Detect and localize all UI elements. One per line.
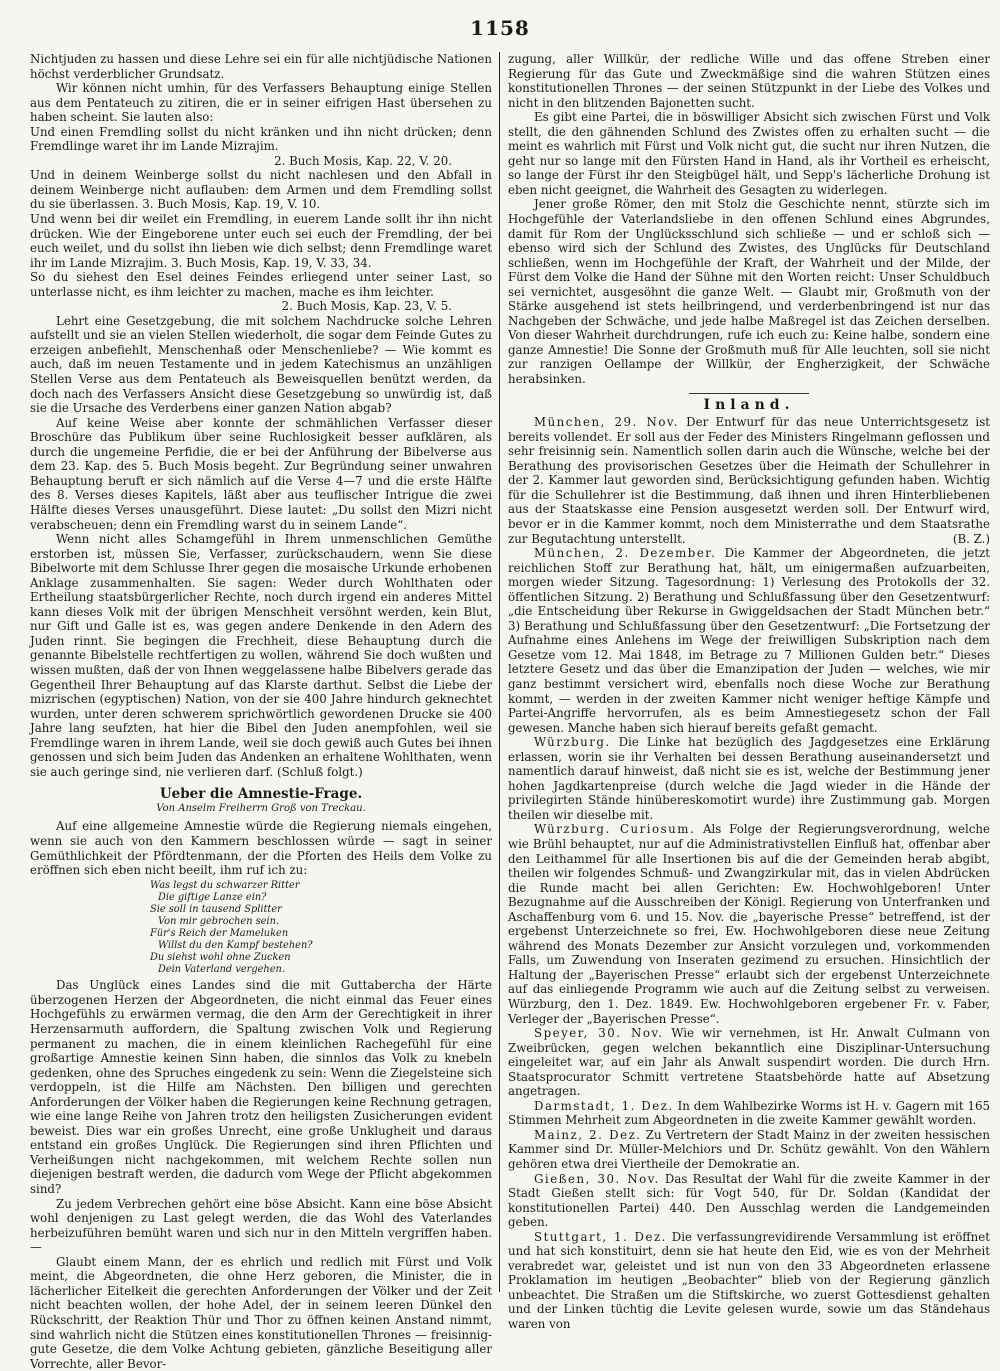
poem-line: Dein Vaterland vergehen. — [158, 964, 285, 976]
poem-line: Für's Reich der Mameluken — [150, 928, 289, 939]
news-item — [508, 735, 990, 822]
news-dateline: Gießen, 30. Nov. — [534, 1171, 660, 1186]
news-body: Zu Vertretern der Stadt Mainz in der zweiten hessischen Kammer sind Dr. Müller-Melchiors und Dr. Schütz gewählt. Von den Wählern gehören etwa drei Viertheile der Demokratie an. — [508, 1127, 990, 1172]
news-source: (B. Z.) — [952, 531, 990, 546]
news-body: In dem Wahlbezirke Worms ist H. v. Gagern mit 165 Stimmen Mehrheit zum Abgeordneten in die zweite Kammer gewählt worden. — [508, 1098, 990, 1128]
poem-line: Sie soll in tausend Splitter — [150, 903, 282, 915]
paragraph: Wir können nicht umhin, für des Verfassers Behauptung einige Stellen aus dem Pentateuch zu zitiren, die er in seiner eifrigen Hast übersehen zu haben scheint. Sie lauten also: — [30, 81, 492, 125]
paragraph: Und wenn bei dir weilet ein Fremdling, in euerem Lande sollt ihr ihn nicht drücken. Wie der Eingeborene unter euch sei euch der Fremdling, der bei euch weilet, und du sollst ihn lieben wie dich selbst; denn Fremdlinge waret ihr im Lande Mizrajim. 3. Buch Mosis, Kap. 19, V. 33, 34. — [30, 212, 492, 270]
left-paragraphs-continued — [30, 978, 492, 1371]
article-headline: Ueber die Amnestie-Frage. — [159, 786, 363, 803]
paragraph: Lehrt eine Gesetzgebung, die mit solchem Nachdrucke solche Lehren aufstellt und sie an vielen Stellen wiederholt, die sogar dem Feinde Gutes zu erzeigen anbefiehlt, Menschenhaß oder Menschenliebe? — Wie kommt es auch, daß im neuen Testamente und in jedem Katechismus an unzähligen Stellen Verse aus dem Pentateuch als Beweisquellen benützt werden, da doch nach des Verfassers Ansicht diese Gesetzgebung so unwürdig ist, daß sie die Ursache des Verderbens einer ganzen Nation abgab? — [30, 313, 492, 416]
article-intro: Auf eine allgemeine Amnestie würde die Regierung niemals eingehen, wenn sie auch von den Kammern beschlossen würde — sagt in seiner Gemüthlichkeit der Pfördtenmann, der die Pforten des Heils dem Volke zu eröffnen sich eben nicht beeilt, ihm ruf ich zu: — [30, 819, 492, 878]
news-body: Die verfassungrevidirende Versammlung ist eröffnet und hat sich konstituirt, denn sie hat heute den Eid, wie es von der Mehrheit verabredet war, geleistet und ist nun von den 33 Abgeordneten erlassene Proklamation im heutigen „Beobachter“ blieb von der Regierung gänzlich unbeachtet. Die Straßen um die Stiftskirche, wo zuerst Gottesdienst gehalten und der Linken tüchtig die Levite gelesen wurde, sowie um das Ständehaus waren von — [508, 1229, 990, 1332]
right-column — [508, 52, 990, 1332]
news-body: Die Kammer der Abgeordneten, die jetzt reichlichen Stoff zur Berathung hat, hält, um einigermaßen aufzuarbeiten, morgen wieder Sitzung. Tagesordnung: 1) Verlesung des Protokolls der 32. öffentlichen Sitzung. 2) Berathung und Schlußfassung über den Gesetzentwurf: „die Entscheidung über Rekurse in Gwiggeldsachen der Stadt München betr.“ 3) Berathung und Schlußfassung über den Gesetzentwurf: „Die Fortsetzung der Aufnahme eines Anlehens im Wege der freiwilligen Subskription nach dem Gesetze vom 12. Mai 1848, im Betrage zu 7 Millionen Gulden betr.“ Dieses letztere Gesetz und das über die Emanzipation der Juden — welches, wie mir ganz bestimmt versichert wird, ebenfalls noch diese Woche zur Berathung kommt, — werden in der zweiten Kammer nicht weniger heftige Kämpfe und Partei-Angriffe hervorrufen, als es beim Amnestiegesetz schon der Fall gewesen. Manche haben sich hierauf bereits gefaßt gemacht. — [508, 546, 990, 735]
page-number: 1158 — [470, 16, 530, 40]
news-dateline: Stuttgart, 1. Dez. — [534, 1229, 667, 1244]
news-dateline: München, 29. Nov. — [534, 415, 679, 430]
news-dateline: Würzburg. Curiosum. — [534, 822, 696, 837]
poem-line: Du siehst wohl ohne Zucken — [150, 952, 291, 964]
news-item — [508, 1128, 990, 1172]
bible-reference: 2. Buch Mosis, Kap. 23, V. 5. — [281, 299, 452, 314]
news-body: Als Folge der Regierungsverordnung, welche wie Brühl behauptet, nur auf die Administrativstellen Einfluß hat, offenbar aber den Leithammel für alle Insertionen bis auf die der Gemeinden herab abgibt, theilen wir folgendes Schmuß- und Zwangzirkular mit, das in vielen Abdrücken die Runde macht bei allen Gerichten: Ew. Hochwohlgeboren! Unter Bezugnahme auf die Ausschreiben der Königl. Regierung von Unterfranken und Aschaffenburg vom 6. und 15. Nov. die „bayerische Presse“ betreffend, ist der ergebenst Unterzeichnete so frei, Ew. Hochwohlgeboren diese neue Zeitung während des Monats Dezember zur Ansicht vorzulegen und, vorkommenden Falls, um Zuwendung von Inseraten gezimend zu ersuchen. Hinsichtlich der Haltung der „Bayerischen Presse“ erlaubt sich der ergebenst Unterzeichnete auf das einliegende Programm wie auch auf die Zeitung selbst zu verweisen. Würzburg, den 1. Dez. 1849. Ew. Hochwohlgeboren ergebener Fr. v. Faber, Verleger der „Bayerischen Presse“. — [508, 822, 990, 1026]
news-body: Wie wir vernehmen, ist Hr. Anwalt Culmann von Zweibrücken, gegen welchen bekanntlich eine Disziplinar-Untersuchung eingeleitet war, auf ein Jahr als Anwalt suspendirt worden. Die durch Hrn. Staatsprocurator Schmitt vertretene Staatsbehörde hatte auf Absetzung angetragen. — [508, 1026, 990, 1099]
left-paragraphs — [30, 52, 492, 779]
news-body: Die Linke hat bezüglich des Jagdgesetzes eine Erklärung erlassen, worin sie ihr Verhalten bei dessen Berathung auseinandersetzt und namentlich darauf hinweist, daß nicht sie es ist, welche der Bestimmung jener hohen Jagdkartenpreise (durch welche die Jagd wieder in die Hände der privilegirten Stände hinübereskomotirt wurde) ihre Zustimmung gab. Morgen theilen wir dieselbe mit. — [508, 735, 990, 822]
paragraph: Und in deinem Weinberge sollst du nicht nachlesen und den Abfall in deinem Weinberge nicht auflauben: dem Armen und dem Fremdling sollst du sie überlassen. 3. Buch Mosis, Kap. 19, V. 10. — [30, 168, 492, 212]
news-dateline: Darmstadt, 1. Dez. — [534, 1098, 674, 1113]
poem-line: Von mir gebrochen sein. — [158, 915, 280, 927]
news-item — [508, 1099, 990, 1128]
news-dateline: Speyer, 30. Nov. — [534, 1026, 664, 1041]
news-body: Das Resultat der Wahl für die zweite Kammer in der Stadt Gießen stellt sich: für Vogt 540, für Dr. Soldan (Kandidat der konstitutionellen Partei) 440. Den Ausschlag werden die Landgemeinden geben. — [508, 1171, 990, 1230]
right-paragraphs — [508, 52, 990, 387]
section-heading: Inland. — [703, 396, 795, 413]
paragraph: Auf keine Weise aber konnte der schmählichen Verfasser dieser Broschüre das Publikum über seine Ruchlosigkeit besser aufklären, als durch die ungemeine Perfidie, die er bei der Anführung der Bibelverse aus dem 23. Kap. des 5. Buch Mosis begeht. Zur Begründung seiner unwahren Behauptung beruft er sich nämlich auf die Verse 4—7 und die erste Hälfte des 8. Verses dieses Kapitels, läßt aber aus teuflischer Intrigue die zwei Hälfte dieses Verses unausgeführt. Diese lautet: „Du sollst den Mizri nicht verabscheuen; denn ein Fremdling warst du in seinem Lande“. — [30, 415, 492, 532]
paragraph: Es gibt eine Partei, die in böswilliger Absicht sich zwischen Fürst und Volk stellt, die den gähnenden Schlund des Zwistes offen zu erhalten sucht — die meint es wahrlich mit Fürst und Volk nicht gut, die sucht nur ihren Nutzen, die geht nur so lange mit den Fürsten Hand in Hand, als ihr Vortheil es erheischt, so lange der Fürst ihr den Steigbügel hält, und Sepp's lächerliche Drohung ist eben nicht geeignet, die Wahrheit des Gesagten zu widerlegen. — [508, 110, 990, 197]
news-dateline: Mainz, 2. Dez. — [534, 1127, 642, 1142]
news-item — [508, 1172, 990, 1230]
news-items — [508, 415, 990, 1331]
article-byline: Von Anselm Freiherrn Groß von Treckau. — [156, 802, 366, 814]
paragraph: So du siehest den Esel deines Feindes erliegend unter seiner Last, so unterlasse nicht, es ihm leichter zu machen, mache es ihm leichter. — [30, 270, 492, 299]
news-item — [508, 546, 990, 735]
poem-line: Willst du den Kampf bestehen? — [158, 940, 313, 952]
bible-reference: 2. Buch Mosis, Kap. 22, V. 20. — [274, 153, 452, 168]
poem-line: Die giftige Lanze ein? — [158, 891, 267, 903]
poem-line: Was legst du schwarzer Ritter — [150, 879, 300, 891]
paragraph: Jener große Römer, den mit Stolz die Geschichte nennt, stürzte sich im Hochgefühle der Vaterlandsliebe in den offenen Schlund eines Abgrundes, damit für Rom der Unglücksschlund sich schließe — und er schloß sich — ebenso wird sich der Schlund des Zwistes, des Unglücks für Deutschland schließen, wenn im Hochgefühle der Kraft, der Wahrheit und der Milde, der Fürst dem Volke die Hand der Sühne mit den Worten reicht: Unser Schuldbuch sei vernichtet, ausgesöhnt die ganze Welt. — Glaubt mir, Großmuth von der Stärke ausgehend ist stets heilbringend, und verderbenbringend ist nur das Nachgeben der Schwäche, und jede halbe Maßregel ist das Zeichen derselben. Von dieser Wahrheit durchdrungen, rufe ich euch zu: Keine halbe, sondern eine ganze Amnestie! Die Sonne der Großmuth muß für Alle leuchten, soll sie nicht zur ranzigen Oellampe der Willkür, der Engherzigkeit, der Schwäche herabsinken. — [508, 197, 990, 387]
news-item — [508, 415, 990, 546]
paragraph: Und einen Fremdling sollst du nicht kränken und ihn nicht drücken; denn Fremdlinge waret ihr im Lande Mizrajim. — [30, 124, 492, 154]
section-rule — [689, 393, 809, 394]
paragraph: Zu jedem Verbrechen gehört eine böse Absicht. Kann eine böse Absicht wohl denjenigen zu Last gelegt werden, die das Wohl des Vaterlandes herbeizuführen bemüht waren und sich nur in den Mitteln vergriffen haben. — — [30, 1196, 492, 1255]
paragraph: Das Unglück eines Landes sind die mit Guttabercha der Härte überzogenen Herzen der Abgeordneten, die nicht einmal das Feuer eines Hochgefühls zu erwärmen vermag, die den Arm der Gerechtigkeit in ihrer Herzensarmuth auffordern, die Spaltung zwischen Volk und Regierung permanent zu machen, die in einem kleinlichen Rachegefühl für eine großartige Amnestie keinen Sinn haben, die sinnlos das Volk zu knebeln gedenken, ohne des Spruches eingedenk zu sein: Wenn die Ziegelsteine sich verdoppeln, ist die Hilfe am Nächsten. Den billigen und gerechten Anforderungen der Völker haben die Regierungen keine Rechnung getragen, wie eine lange Reihe von Jahren trotz den heiligsten Zusicherungen evident beweist. Dies war ein großes Unrecht, eine große Unklugheit und daraus entstand ein großes Unglück. Die Regierungen sind ihren Pflichten und Verheißungen nicht nachgekommen, mit welchem Rechte sollen nun diejenigen bestraft werden, die dadurch vom Wege der Pflicht abgekommen sind? — [30, 978, 492, 1197]
news-item — [508, 1026, 990, 1099]
news-item — [508, 822, 990, 1026]
paragraph: Glaubt einem Mann, der es ehrlich und redlich mit Fürst und Volk meint, die Abgeordneten, die ohne Herz geboren, die Minister, die in lächerlicher Eitelkeit die gerechten Anforderungen der Völker und der Zeit nicht beachten wollen, der hohe Adel, der in seinem leeren Dünkel den Rückschritt, der Reaktion Thür und Thor zu öffnen keinen Anstand nimmt, sind wahrlich nicht die Stützen eines konstitutionellen Thrones — freisinnig-gute Gesetze, die dem Volke Achtung gebieten, gänzliche Beseitigung aller Vorrechte, aller Bevor- — [30, 1254, 492, 1371]
paragraph: zugung, aller Willkür, der redliche Wille und das offene Streben einer Regierung für das Gute und Zweckmäßige sind die wahren Stützen eines konstitutionellen Thrones — der seinen Stützpunkt in der Liebe des Volkes und nicht in den blitzenden Bajonetten sucht. — [508, 52, 990, 110]
paragraph: Wenn nicht alles Schamgefühl in Ihrem unmenschlichen Gemüthe erstorben ist, müssen Sie, Verfasser, zurückschaudern, wenn Sie diese Bibelworte mit dem Schlusse Ihrer gegen die mosaische Urkunde erhobenen Anklage zusammenhalten. Sie sagen: Weder durch Wohlthaten oder Ertheilung staatsbürgerlicher Rechte, noch durch irgend ein anderes Mittel kann dieses Volk mit der übrigen Menschheit versöhnt werden, kein Blut, nur Gift und Galle ist es, was gegen andere Denkende in den Adern des Juden rinnt. Sie begingen die Frechheit, diese Behauptung durch die genannte Bibelstelle rechtfertigen zu wollen, während Sie doch wußten und wissen mußten, daß der von Ihnen weggelassene halbe Bibelvers gerade das Gegentheil Ihrer Behauptung auf das Klarste darthut. Selbst die Liebe der mizrischen (egyptischen) Nation, von der sie 400 Jahre hindurch geknechtet wurden, unter deren schwerem sprichwörtlich gewordenen Drucke sie 400 Jahre lang seufzten, hat hier die Bibel den Juden anempfohlen, weil sie Fremdlinge waren in ihrem Lande, weil sie doch gewiß auch Gutes bei ihnen genossen und sich beim Juden das Andenken an erhaltene Wohlthaten, wenn sie auch geringe sind, nie verlieren darf. (Schluß folgt.) — [30, 532, 492, 779]
news-item — [508, 1230, 990, 1332]
news-body: Der Entwurf für das neue Unterrichtsgesetz ist bereits vollendet. Er soll aus der Feder des Ministers Ringelmann geflossen und sehr freisinnig sein. Namentlich sollen darin auch die Wünsche, welche bei der Berathung des provisorischen Gesetzes über die Heimath der Schullehrer in der 2. Kammer laut geworden sind, Berücksichtigung gefunden haben. Wichtig für die Schullehrer ist die Bestimmung, daß ihnen und ihren Hinterbliebenen aus der Staatskasse eine Pension ausgesetzt werden soll. Der Entwurf wird, bevor er in die Kammer kommt, noch dem Ministerrathe und dem Staatsrathe zur Begutachtung unterstellt. — [508, 415, 990, 546]
news-dateline: Würzburg. — [534, 735, 611, 750]
paragraph: Nichtjuden zu hassen und diese Lehre sei ein für alle nichtjüdische Nationen höchst verderblicher Grundsatz. — [30, 52, 492, 81]
left-column — [30, 52, 492, 1371]
newspaper-page — [30, 52, 990, 1371]
column-divider — [499, 52, 500, 1292]
news-dateline: München, 2. Dezember. — [534, 546, 717, 561]
poem-verse — [150, 880, 492, 977]
